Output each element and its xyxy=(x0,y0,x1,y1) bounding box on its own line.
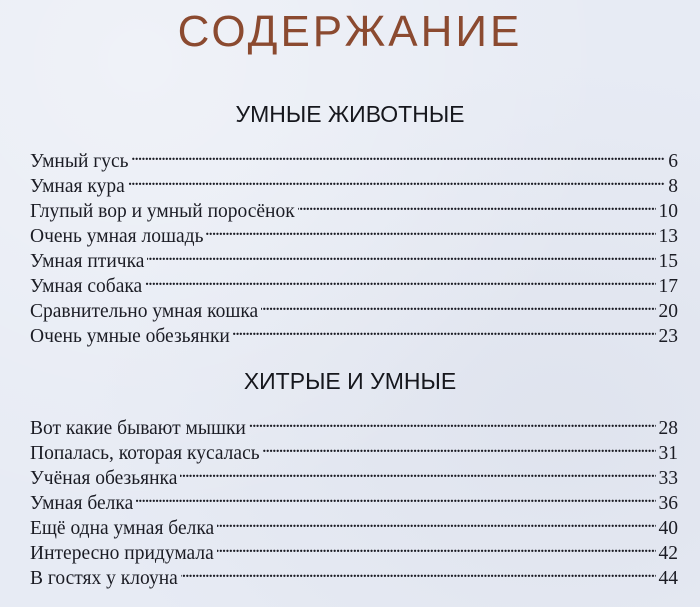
toc-entry-title: Ещё одна умная белка xyxy=(30,518,215,539)
dot-leader xyxy=(263,434,656,459)
dot-leader xyxy=(128,167,666,192)
toc-entry-title: Умная собака xyxy=(30,276,143,297)
toc-page-number: 33 xyxy=(658,468,678,489)
toc-entry-title: Умная кура xyxy=(30,176,125,197)
toc-page-number: 13 xyxy=(658,226,678,247)
toc-page-number: 8 xyxy=(668,176,678,197)
toc-list-smart-animals xyxy=(30,142,678,347)
toc-page-number: 28 xyxy=(658,418,678,439)
toc-entry xyxy=(30,142,678,172)
toc-page-number: 17 xyxy=(658,276,678,297)
toc-entry-title: Очень умная лошадь xyxy=(30,226,204,247)
toc-page-number: 40 xyxy=(658,518,678,539)
toc-entry-title: Умная белка xyxy=(30,493,134,514)
dot-leader xyxy=(132,142,666,167)
toc-page-number: 31 xyxy=(658,443,678,464)
toc-page-number: 44 xyxy=(658,568,678,589)
toc-entry-title: Умный гусь xyxy=(30,151,129,172)
toc-entry-title: Вот какие бывают мышки xyxy=(30,418,246,439)
toc-page-number: 23 xyxy=(658,326,678,347)
toc-entry xyxy=(30,192,678,222)
toc-entry-title: Интересно придумала xyxy=(30,543,214,564)
dot-leader xyxy=(249,409,656,434)
dot-leader xyxy=(261,292,655,317)
dot-leader xyxy=(136,484,655,509)
toc-entry-title: Глупый вор и умный поросёнок xyxy=(30,201,295,222)
toc-entry xyxy=(30,409,678,439)
dot-leader xyxy=(206,217,655,242)
toc-page-number: 10 xyxy=(658,201,678,222)
toc-page-number: 42 xyxy=(658,543,678,564)
toc-entry-title: Попалась, которая кусалась xyxy=(30,443,260,464)
dot-leader xyxy=(298,192,656,217)
toc-page-number: 36 xyxy=(658,493,678,514)
page-title: СОДЕРЖАНИЕ xyxy=(177,7,523,56)
dot-leader xyxy=(181,559,656,584)
toc-entry xyxy=(30,167,678,197)
section-heading-cunning-and-smart: ХИТРЫЕ И УМНЫЕ xyxy=(243,368,457,394)
dot-leader xyxy=(145,267,655,292)
dot-leader xyxy=(147,242,655,267)
dot-leader xyxy=(217,509,655,534)
toc-list-cunning-and-smart xyxy=(30,409,678,589)
toc-entry-title: Учёная обезьянка xyxy=(30,468,178,489)
toc-entry-title: Очень умные обезьянки xyxy=(30,326,230,347)
toc-entry-title: Умная птичка xyxy=(30,251,145,272)
dot-leader xyxy=(217,534,656,559)
toc-entry-title: В гостях у клоуна xyxy=(30,568,178,589)
dot-leader xyxy=(180,459,655,484)
toc-page-number: 20 xyxy=(658,301,678,322)
dot-leader xyxy=(233,317,656,342)
toc-page-number: 15 xyxy=(658,251,678,272)
toc-page-number: 6 xyxy=(668,151,678,172)
section-heading-smart-animals: УМНЫЕ ЖИВОТНЫЕ xyxy=(235,101,465,127)
toc-entry-title: Сравнительно умная кошка xyxy=(30,301,259,322)
